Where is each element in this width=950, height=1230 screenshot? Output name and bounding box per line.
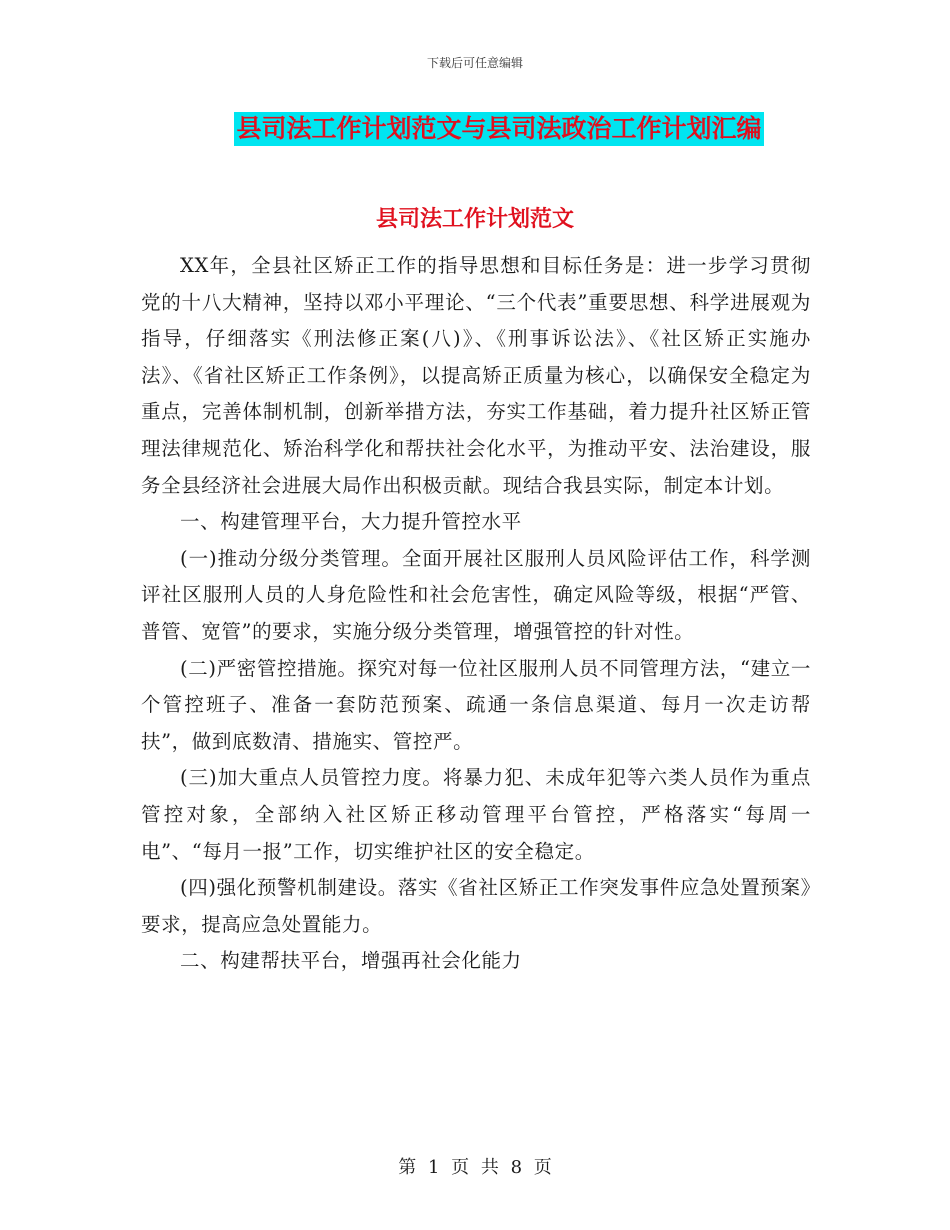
paragraph-item-1: (一)推动分级分类管理。全面开展社区服刑人员风险评估工作，科学测评社区服刑人员的人身危险性和社会危害性，确定风险等级，根据“严管、普管、宽管”的要求，实施分级分类管理，增强管控的针对性。 <box>141 546 811 643</box>
paragraph-item-4: (四)强化预警机制建设。落实《省社区矫正工作突发事件应急处置预案》要求，提高应急处置能力。 <box>141 876 811 936</box>
paragraph-item-2: (二)严密管控措施。探究对每一位社区服刑人员不同管理方法，“建立一个管控班子、准备一套防范预案、疏通一条信息渠道、每月一次走访帮扶”，做到底数清、措施实、管控严。 <box>141 656 811 753</box>
heading-section-1: 一、构建管理平台，大力提升管控水平 <box>180 510 522 534</box>
paragraph-item-3: (三)加大重点人员管控力度。将暴力犯、未成年犯等六类人员作为重点管控对象，全部纳入社区矫正移动管理平台管控，严格落实“每周一电”、“每月一报”工作，切实维护社区的安全稳定。 <box>141 766 811 863</box>
document-title: 县司法工作计划范文与县司法政治工作计划汇编 <box>234 112 763 146</box>
heading-section-2: 二、构建帮扶平台，增强再社会化能力 <box>180 949 522 973</box>
section-title: 县司法工作计划范文 <box>375 206 574 232</box>
header-note: 下载后可任意编辑 <box>426 56 523 70</box>
page-footer: 第 1 页 共 8 页 <box>398 1157 552 1178</box>
main-title-container <box>0 112 950 146</box>
document-body <box>141 248 811 980</box>
paragraph-intro: XX年，全县社区矫正工作的指导思想和目标任务是：进一步学习贯彻党的十八大精神，坚持以邓小平理论、“三个代表”重要思想、科学进展观为指导，仔细落实《刑法修正案(八)》、《刑事诉讼法》、《社区矫正实施办法》、《省社区矫正工作条例》，以提高矫正质量为核心，以确保安全稳定为重点，完善体制机制，创新举措方法，夯实工作基础，着力提升社区矫正管理法律规范化、矫治科学化和帮扶社会化水平，为推动平安、法治建设，服务全县经济社会进展大局作出积极贡献。现结合我县实际，制定本计划。 <box>141 254 811 497</box>
